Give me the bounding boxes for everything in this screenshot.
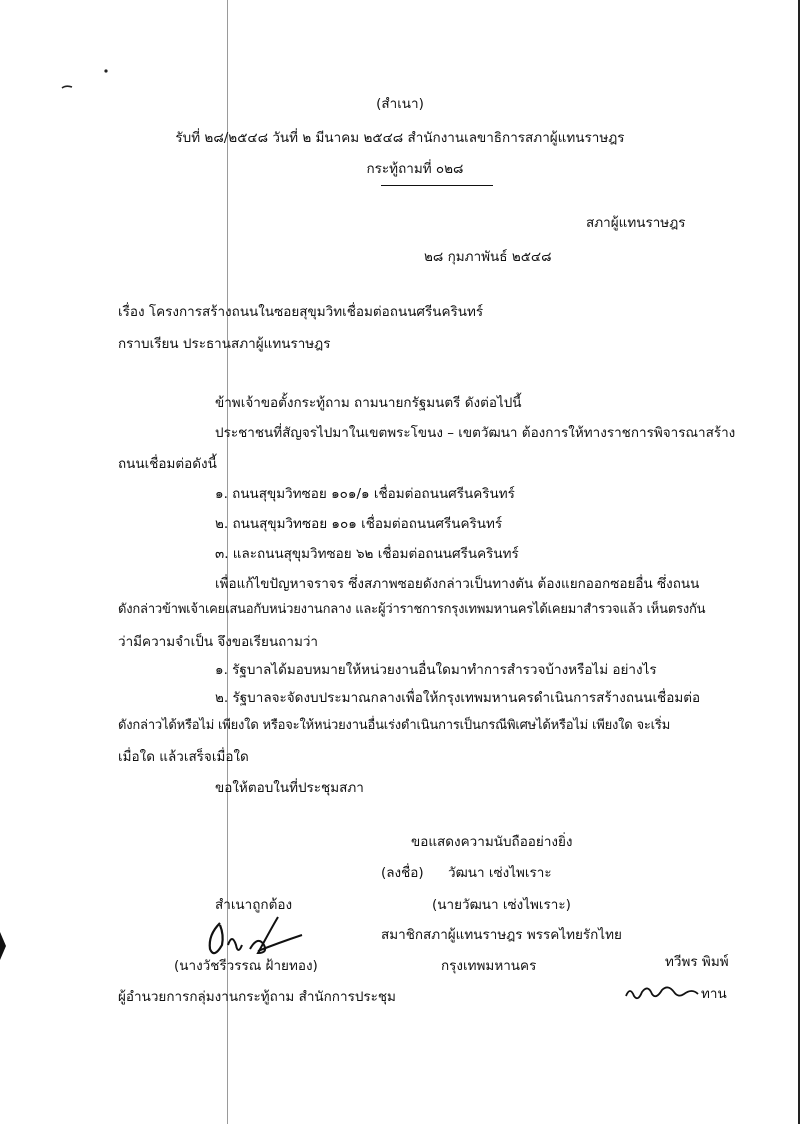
copy-label: (สำเนา) bbox=[376, 96, 424, 112]
sender-organization: สภาผู้แทนราษฎร bbox=[586, 215, 686, 231]
regards-line: ขอแสดงความนับถืออย่างยิ่ง bbox=[411, 834, 573, 850]
question-2-line-1: ๒. รัฐบาลจะจัดงบประมาณกลางเพื่อให้กรุงเทพมหานครดำเนินการสร้างถนนเชื่อมต่อ bbox=[215, 690, 701, 706]
salutation: กราบเรียน ประธานสภาผู้แทนราษฎร bbox=[118, 336, 331, 352]
road-item-1: ๑. ถนนสุขุมวิทซอย ๑๐๑/๑ เชื่อมต่อถนนศรีนครินทร์ bbox=[215, 486, 515, 502]
paragraph-1-line-1: ประชาชนที่สัญจรไปมาในเขตพระโขนง – เขตวัฒนา ต้องการให้ทางราชการพิจารณาสร้าง bbox=[215, 425, 736, 441]
road-item-2: ๒. ถนนสุขุมวิทซอย ๑๐๑ เชื่อมต่อถนนศรีนครินทร์ bbox=[215, 516, 503, 532]
signed-name: วัฒนา เซ่งไพเราะ bbox=[448, 865, 552, 881]
letter-date: ๒๘ กุมภาพันธ์ ๒๕๔๘ bbox=[424, 249, 552, 265]
question-1: ๑. รัฐบาลได้มอบหมายให้หน่วยงานอื่นใดมาทำการสำรวจบ้างหรือไม่ อย่างไร bbox=[215, 662, 657, 678]
checked-label: ทาน bbox=[701, 986, 727, 1002]
certifier-name: (นางวัชรีวรรณ ฝ้ายทอง) bbox=[174, 958, 318, 974]
road-item-3: ๓. และถนนสุขุมวิทซอย ๖๒ เชื่อมต่อถนนศรีนครินทร์ bbox=[215, 546, 519, 562]
signer-full-name: (นายวัฒนา เซ่งไพเราะ) bbox=[432, 897, 571, 913]
typist-name: ทวีพร พิมพ์ bbox=[665, 954, 729, 970]
subject-line: เรื่อง โครงการสร้างถนนในซอยสุขุมวิทเชื่อมต่อถนนศรีนครินทร์ bbox=[118, 304, 484, 320]
question-2-line-2: ดังกล่าวได้หรือไม่ เพียงใด หรือจะให้หน่วยงานอื่นเร่งดำเนินการเป็นกรณีพิเศษได้หรือไม่ เพียงใด จะเริ่ม bbox=[118, 718, 671, 733]
signer-position: สมาชิกสภาผู้แทนราษฎร พรรคไทยรักไทย bbox=[381, 927, 622, 943]
paragraph-2-line-3: ว่ามีความจำเป็น จึงขอเรียนถามว่า bbox=[118, 634, 319, 650]
scan-speck-mark bbox=[58, 66, 118, 96]
signer-province: กรุงเทพมหานคร bbox=[441, 958, 537, 974]
question-2-line-3: เมื่อใด แล้วเสร็จเมื่อใด bbox=[118, 749, 249, 765]
paragraph-2-line-2: ดังกล่าวข้าพเจ้าเคยเสนอกับหน่วยงานกลาง และผู้ว่าราชการกรุงเทพมหานครได้เคยมาสำรวจแล้ว เห็นตรงกัน bbox=[118, 602, 706, 617]
paragraph-2-line-1: เพื่อแก้ไขปัญหาจราจร ซึ่งสภาพซอยดังกล่าวเป็นทางตัน ต้องแยกออกซอยอื่น ซึ่งถนน bbox=[215, 576, 700, 592]
intro-paragraph: ข้าพเจ้าขอตั้งกระทู้ถาม ถามนายกรัฐมนตรี ดังต่อไปนี้ bbox=[215, 395, 522, 411]
certified-copy-label: สำเนาถูกต้อง bbox=[215, 897, 293, 913]
header-divider bbox=[381, 185, 493, 186]
handwritten-signature-mark bbox=[198, 905, 308, 965]
closing-request: ขอให้ตอบในที่ประชุมสภา bbox=[215, 780, 364, 796]
received-line: รับที่ ๒๘/๒๕๔๘ วันที่ ๒ มีนาคม ๒๕๔๘ สำนักงานเลขาธิการสภาผู้แทนราษฎร bbox=[175, 130, 625, 146]
question-number: กระทู้ถามที่ ๐๒๘ bbox=[366, 161, 464, 177]
certifier-position: ผู้อำนวยการกลุ่มงานกระทู้ถาม สำนักการประชุม bbox=[118, 989, 396, 1005]
scan-edge-mark bbox=[0, 932, 8, 960]
paragraph-1-line-2: ถนนเชื่อมต่อดังนี้ bbox=[118, 456, 217, 472]
signed-label: (ลงชื่อ) bbox=[381, 865, 424, 881]
checker-initials-mark bbox=[622, 980, 702, 1004]
